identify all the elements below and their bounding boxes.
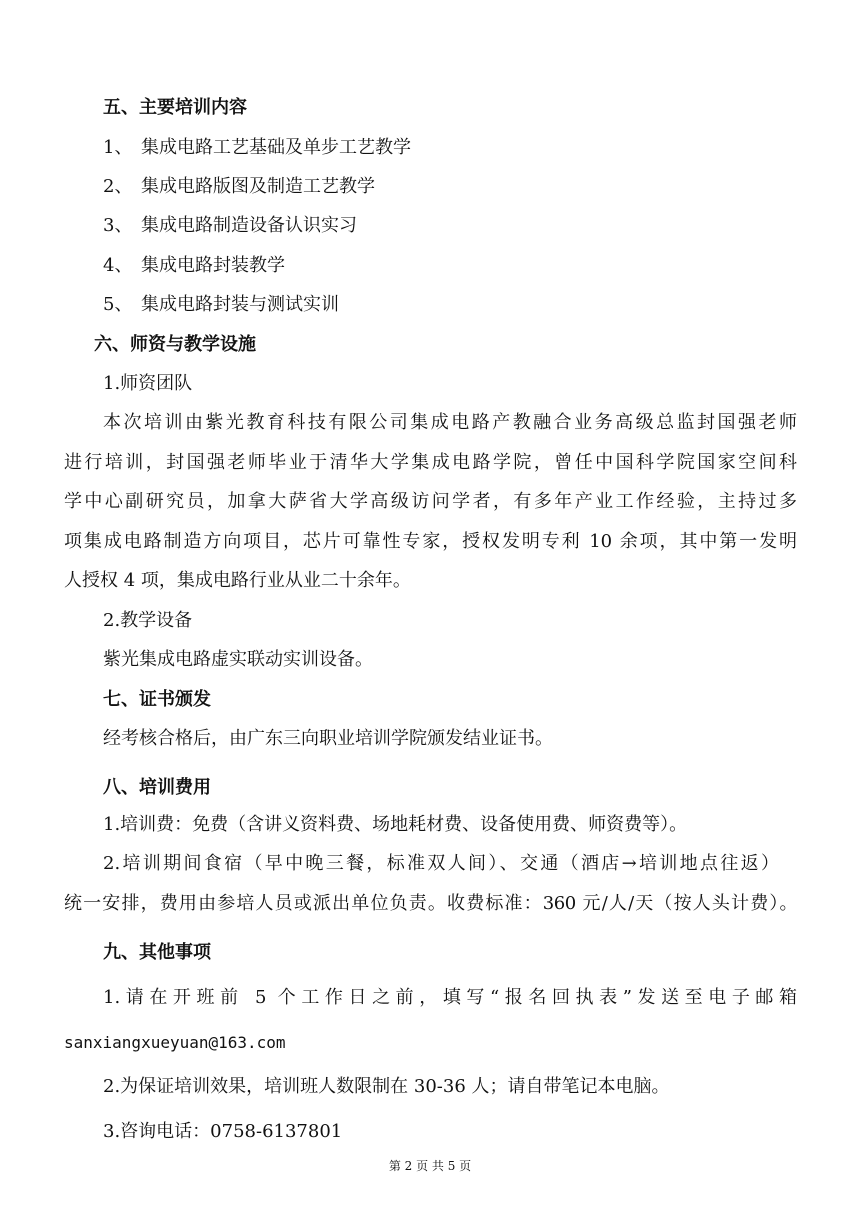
subheading-equipment: 2.教学设备 bbox=[103, 610, 193, 631]
certificate-text: 经考核合格后，由广东三向职业培训学院颁发结业证书。 bbox=[103, 728, 553, 749]
list-item-text: 集成电路制造设备认识实习 bbox=[141, 215, 357, 236]
fee-line: 2.培训期间食宿（早中晚三餐，标准双人间）、交通（酒店→培训地点往返） bbox=[103, 853, 779, 874]
notice-item: 3.咨询电话：0758-6137801 bbox=[103, 1121, 343, 1142]
list-item bbox=[103, 254, 285, 278]
paragraph-line: 进行培训，封国强老师毕业于清华大学集成电路学院，曾任中国科学院国家空间科 bbox=[64, 452, 797, 473]
section-8-heading: 八、培训费用 bbox=[103, 777, 211, 798]
section-6-heading: 六、师资与教学设施 bbox=[94, 334, 256, 355]
list-item-text: 集成电路封装教学 bbox=[141, 255, 285, 276]
list-item-number: 1、 bbox=[103, 137, 133, 158]
list-item bbox=[103, 293, 339, 317]
paragraph-line: 学中心副研究员，加拿大萨省大学高级访问学者，有多年产业工作经验，主持过多 bbox=[64, 491, 797, 512]
list-item-text: 集成电路封装与测试实训 bbox=[141, 294, 339, 315]
paragraph-line: 项集成电路制造方向项目，芯片可靠性专家，授权发明专利 10 余项，其中第一发明 bbox=[64, 531, 797, 552]
notice-item: 2.为保证培训效果，培训班人数限制在 30-36 人；请自带笔记本电脑。 bbox=[103, 1076, 670, 1097]
notice-item: 1.请在开班前 5 个工作日之前，填写“报名回执表”发送至电子邮箱 bbox=[103, 987, 797, 1008]
paragraph-line: 本次培训由紫光教育科技有限公司集成电路产教融合业务高级总监封国强老师 bbox=[103, 412, 797, 433]
list-item-text: 集成电路工艺基础及单步工艺教学 bbox=[141, 137, 411, 158]
list-item-text: 集成电路版图及制造工艺教学 bbox=[141, 176, 375, 197]
email-address: sanxiangxueyuan@163.com bbox=[64, 1033, 286, 1052]
list-item-number: 5、 bbox=[103, 294, 133, 315]
list-item-number: 4、 bbox=[103, 255, 133, 276]
fee-line: 1.培训费：免费（含讲义资料费、场地耗材费、设备使用费、师资费等）。 bbox=[103, 814, 688, 835]
paragraph-line: 人授权 4 项，集成电路行业从业二十余年。 bbox=[64, 570, 411, 591]
list-item bbox=[103, 136, 411, 160]
section-9-heading: 九、其他事项 bbox=[103, 942, 211, 963]
page-number: 第 2 页 共 5 页 bbox=[388, 1159, 472, 1173]
subheading-teachers: 1.师资团队 bbox=[103, 373, 193, 394]
fee-line: 统一安排，费用由参培人员或派出单位负责。收费标准：360 元/人/天（按人头计费）。 bbox=[64, 893, 798, 914]
list-item-number: 2、 bbox=[103, 176, 133, 197]
list-item bbox=[103, 214, 357, 238]
list-item bbox=[103, 175, 375, 199]
section-5-heading: 五、主要培训内容 bbox=[103, 97, 247, 118]
list-item-number: 3、 bbox=[103, 215, 133, 236]
equipment-text: 紫光集成电路虚实联动实训设备。 bbox=[103, 649, 373, 670]
section-7-heading: 七、证书颁发 bbox=[103, 689, 211, 710]
